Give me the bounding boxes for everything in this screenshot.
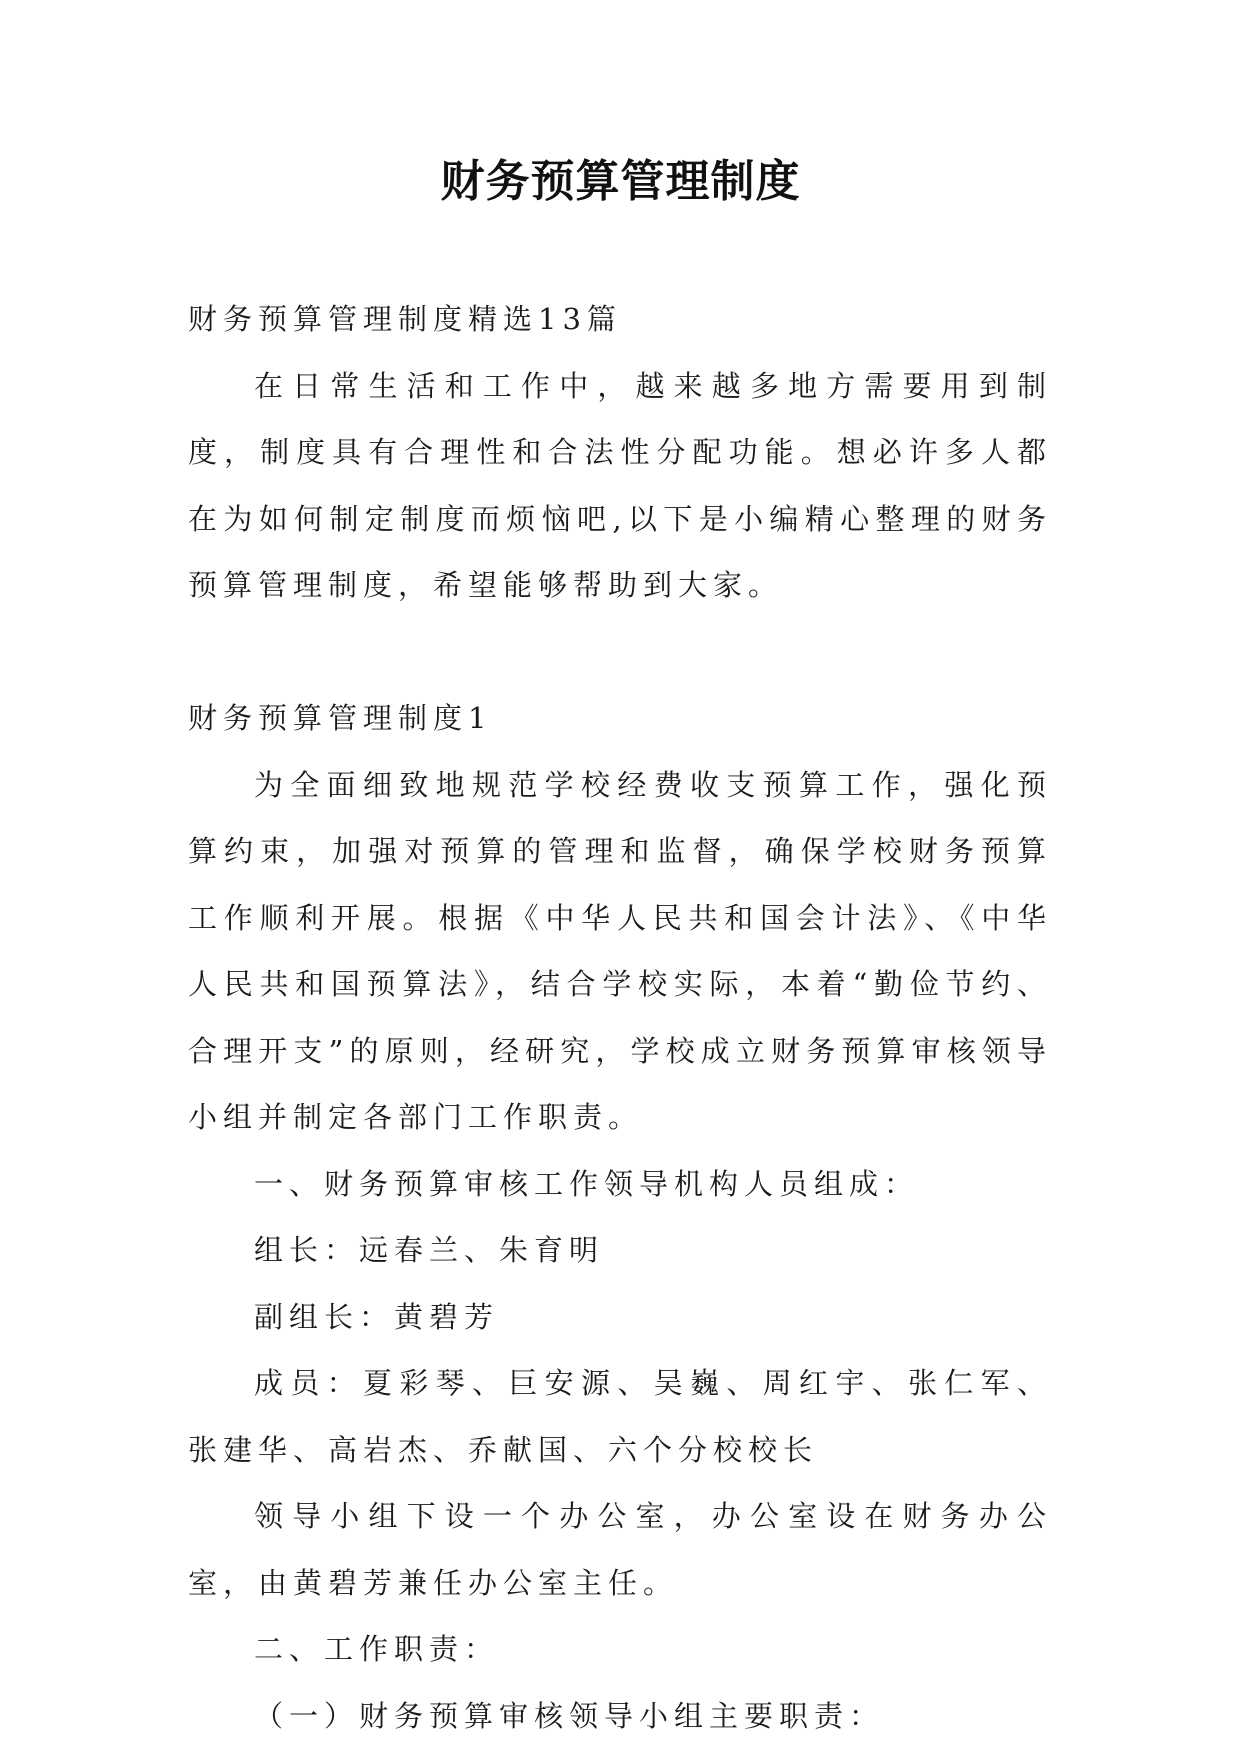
section-paragraph: 一、财务预算审核工作领导机构人员组成： — [254, 1166, 920, 1201]
document-body — [188, 286, 1052, 1749]
section-heading: 财务预算管理制度1 — [188, 701, 493, 735]
section-paragraph: 组长：远春兰、朱育明 — [254, 1233, 605, 1267]
section-paragraph: 领导小组下设一个办公室，办公室设在财务办公室，由黄碧芳兼任办公室主任。 — [188, 1499, 1052, 1600]
document-subtitle: 财务预算管理制度精选13篇 — [188, 302, 622, 336]
section-paragraph: 为全面细致地规范学校经费收支预算工作，强化预算约束，加强对预算的管理和监督，确保学校财务预算工作顺利开展。根据《中华人民共和国会计法》、《中华人民共和国预算法》，结合学校实际，本着“勤俭节约、合理开支”的原则，经研究，学校成立财务预算审核领导小组并制定各部门工作职责。 — [188, 767, 1052, 1134]
section-paragraph: 二、工作职责： — [254, 1632, 500, 1666]
section-paragraph: 成员：夏彩琴、巨安源、吴巍、周红宇、张仁军、张建华、高岩杰、乔献国、六个分校校长 — [188, 1366, 1052, 1467]
section-paragraph: （一）财务预算审核领导小组主要职责： — [254, 1698, 885, 1733]
document-title: 财务预算管理制度 — [440, 156, 801, 207]
intro-paragraph: 在日常生活和工作中，越来越多地方需要用到制度，制度具有合理性和合法性分配功能。想必许多人都在为如何制定制度而烦恼吧,以下是小编精心整理的财务预算管理制度，希望能够帮助到大家。 — [188, 368, 1052, 602]
section-spacer — [188, 619, 1052, 686]
section-paragraph: 副组长：黄碧芳 — [254, 1299, 500, 1334]
